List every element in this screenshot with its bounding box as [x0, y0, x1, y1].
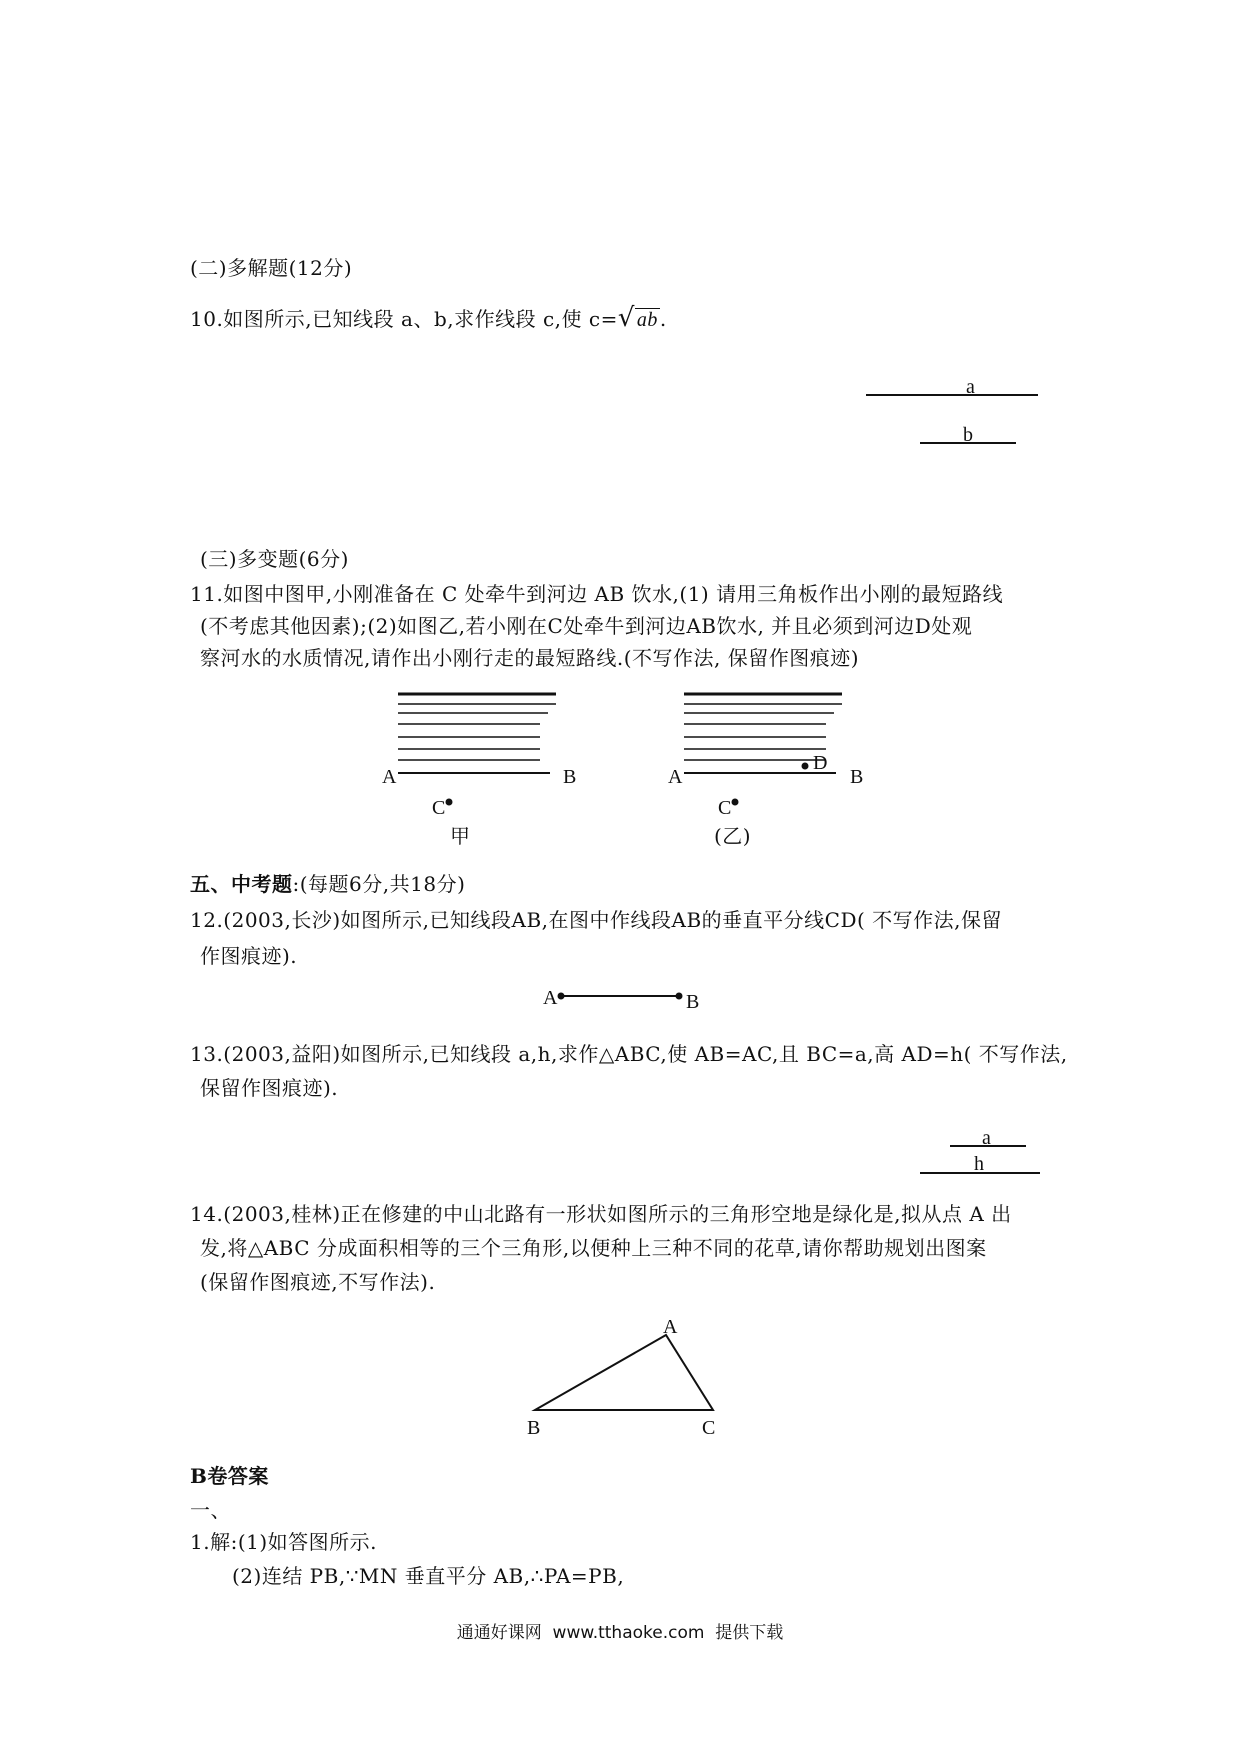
question-13-line-2: 保留作图痕迹). — [200, 1076, 339, 1100]
label-b-yi: B — [850, 766, 864, 788]
question-10-end: . — [659, 307, 667, 331]
label-a-jia: A — [382, 766, 397, 788]
point-b — [676, 993, 683, 1000]
point-a — [558, 993, 565, 1000]
question-11-line-3: 察河水的水质情况,请作出小刚行走的最短路线.(不写作法, 保留作图痕迹) — [200, 646, 860, 670]
segment-a-label: a — [966, 376, 976, 398]
label-c-q14: C — [702, 1417, 716, 1439]
question-10-body: 10.如图所示,已知线段 a、b,求作线段 c,使 c= — [190, 307, 618, 331]
point-d-yi — [802, 763, 809, 770]
label-a-q12: A — [543, 987, 558, 1009]
question-13-line-1: 13.(2003,益阳)如图所示,已知线段 a,h,求作△ABC,使 AB=AC,且 BC=a,高 AD=h( 不写作法, — [190, 1042, 1068, 1066]
question-14-line-3: (保留作图痕迹,不写作法). — [200, 1270, 436, 1294]
sqrt-expression: √ ab — [617, 303, 658, 333]
caption-jia: 甲 — [450, 824, 471, 848]
section-exam-heading — [190, 870, 465, 898]
question-11-line-1: 11.如图中图甲,小刚准备在 C 处牵牛到河边 AB 饮水,(1) 请用三角板作出小刚的最短路线 — [190, 582, 1004, 606]
answers-heading: B卷答案 — [190, 1464, 269, 1488]
answer-1-line-2: (2)连结 PB,∵MN 垂直平分 AB,∴PA=PB, — [232, 1564, 625, 1588]
section-multi-change-heading: (三)多变题(6分) — [200, 547, 349, 571]
triangle-abc — [535, 1335, 713, 1410]
question-11-line-2: (不考虑其他因素);(2)如图乙,若小刚在C处牵牛到河边AB饮水, 并且必须到河边D处观 — [200, 614, 973, 638]
label-c-jia: C — [432, 797, 446, 819]
page-footer: 通通好课网 www.tthaoke.com 提供下载 — [456, 1623, 784, 1643]
label-a-q13: a — [982, 1127, 992, 1149]
caption-yi: (乙) — [714, 824, 752, 848]
section-exam-heading-rest: :(每题6分,共18分) — [292, 872, 466, 896]
label-b-q12: B — [686, 991, 700, 1013]
label-c-yi: C — [718, 797, 732, 819]
label-h-q13: h — [974, 1153, 985, 1175]
label-b-q14: B — [527, 1417, 541, 1439]
answer-1-line-1: 1.解:(1)如答图所示. — [190, 1530, 378, 1554]
question-12-line-2: 作图痕迹). — [200, 944, 298, 968]
segment-b-label: b — [963, 424, 974, 446]
river-figure-jia — [398, 694, 556, 806]
section-multi-solution-heading: (二)多解题(12分) — [190, 256, 353, 280]
label-a-yi: A — [668, 766, 683, 788]
point-c-jia — [446, 799, 453, 806]
answers-subheading: 一、 — [190, 1498, 231, 1522]
question-14-line-2: 发,将△ABC 分成面积相等的三个三角形,以便种上三种不同的花草,请你帮助规划出图案 — [200, 1236, 987, 1260]
question-10-text — [190, 304, 667, 334]
question-12-line-1: 12.(2003,长沙)如图所示,已知线段AB,在图中作线段AB的垂直平分线CD( 不写作法,保留 — [190, 908, 1003, 932]
section-exam-heading-bold: 五、中考题 — [190, 872, 293, 896]
label-b-jia: B — [563, 766, 577, 788]
sqrt-radicand: ab — [636, 309, 658, 331]
label-a-q14: A — [663, 1316, 678, 1338]
label-d-yi: D — [813, 752, 828, 774]
question-14-line-1: 14.(2003,桂林)正在修建的中山北路有一形状如图所示的三角形空地是绿化是,拟从点 A 出 — [190, 1202, 1012, 1226]
point-c-yi — [732, 799, 739, 806]
